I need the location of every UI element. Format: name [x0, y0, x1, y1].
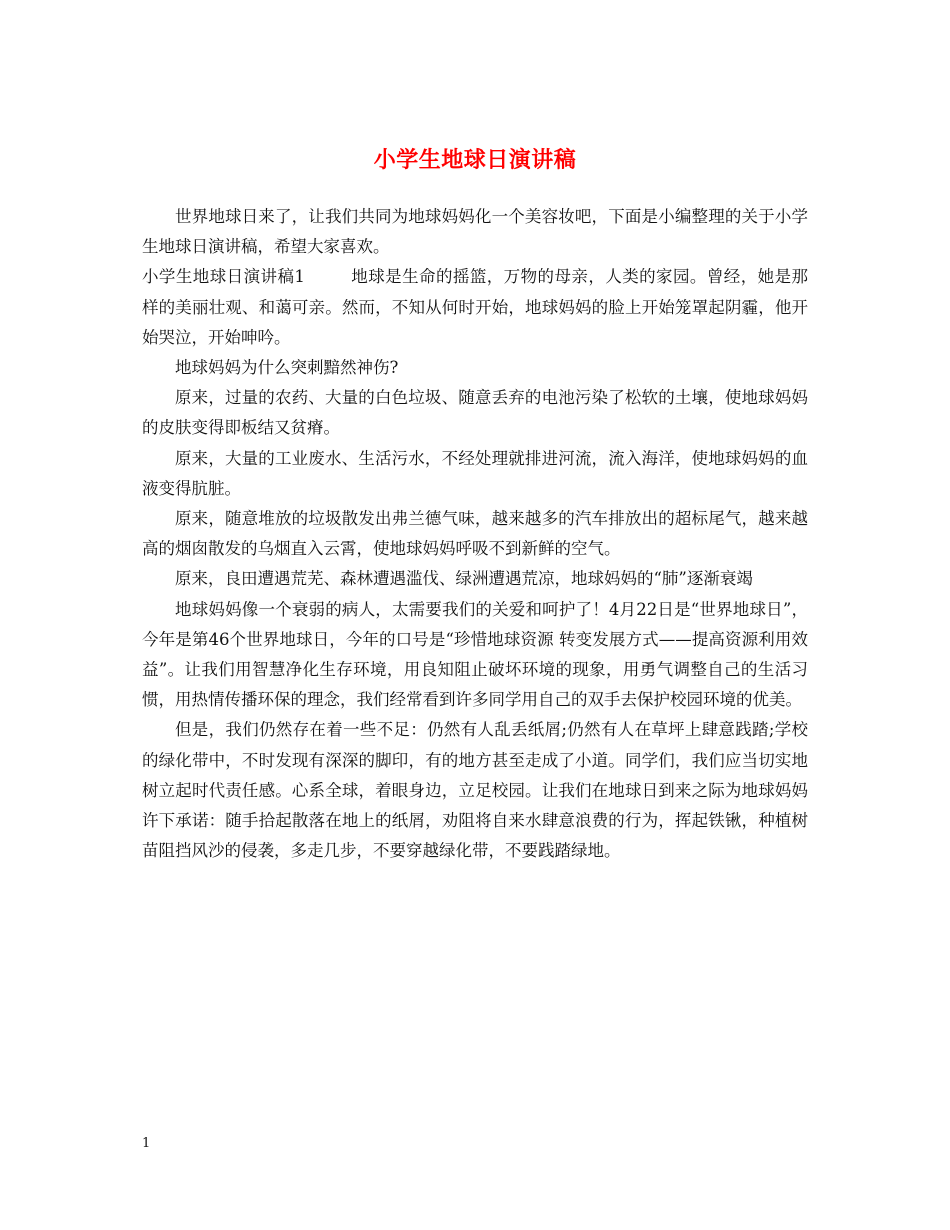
paragraph-question: 地球妈妈为什么突刺黯然神伤? [175, 358, 399, 378]
paragraph-speech-1 [142, 262, 808, 353]
speech-body-opening: 地球是生命的摇篮，万物的母亲，人类的家园。曾经，她是那样的美丽壮观、和蔼可亲。然而，不知从何时开始，地球妈妈的脸上开始笼罩起阴霾，他开始哭泣，开始呻吟。 [142, 267, 809, 347]
paragraph-land-decline: 原来，良田遭遇荒芜、森林遭遇滥伐、绿洲遭遇荒凉，地球妈妈的“肺”逐渐衰竭 [175, 569, 753, 589]
paragraph-commitment: 但是，我们仍然存在着一些不足：仍然有人乱丢纸屑;仍然有人在草坪上肆意践踏;学校的绿化带中，不时发现有深深的脚印，有的地方甚至走成了小道。同学们，我们应当切实地树立起时代责任感。心系全球，着眼身边，立足校园。让我们在地球日到来之际为地球妈妈许下承诺：随手拾起散落在地上的纸屑，劝阻将自来水肆意浪费的行为，挥起铁锹，种植树苗阻挡风沙的侵袭，多走几步，不要穿越绿化带，不要践踏绿地。 [142, 720, 808, 861]
document-body [142, 202, 808, 866]
paragraph-soil-pollution: 原来，过量的农药、大量的白色垃圾、随意丢弃的电池污染了松软的土壤，使地球妈妈的皮肤变得即板结又贫瘠。 [142, 388, 808, 438]
paragraph-water-pollution: 原来，大量的工业废水、生活污水，不经处理就排进河流，流入海洋，使地球妈妈的血液变得肮脏。 [142, 448, 808, 498]
page-number: 1 [142, 1136, 151, 1151]
paragraph-intro: 世界地球日来了，让我们共同为地球妈妈化一个美容妆吧，下面是小编整理的关于小学生地球日演讲稿，希望大家喜欢。 [142, 207, 808, 257]
paragraph-air-pollution: 原来，随意堆放的垃圾散发出弗兰德气味，越来越多的汽车排放出的超标尾气，越来越高的烟囱散发的乌烟直入云霄，使地球妈妈呼吸不到新鲜的空气。 [142, 509, 808, 559]
paragraph-earth-day: 地球妈妈像一个衰弱的病人，太需要我们的关爱和呵护了！4月22日是“世界地球日”，今年是第46个世界地球日，今年的口号是“珍惜地球资源 转变发展方式——提高资源利用效益”。让我们用智慧净化生存环境，用良知阻止破坏环境的现象，用勇气调整自己的生活习惯，用热情传播环保的理念，我们经常看到许多同学用自己的双手去保护校园环境的优美。 [142, 599, 808, 710]
page-title: 小学生地球日演讲稿 [373, 146, 577, 173]
speech-heading: 小学生地球日演讲稿1 [142, 267, 305, 287]
